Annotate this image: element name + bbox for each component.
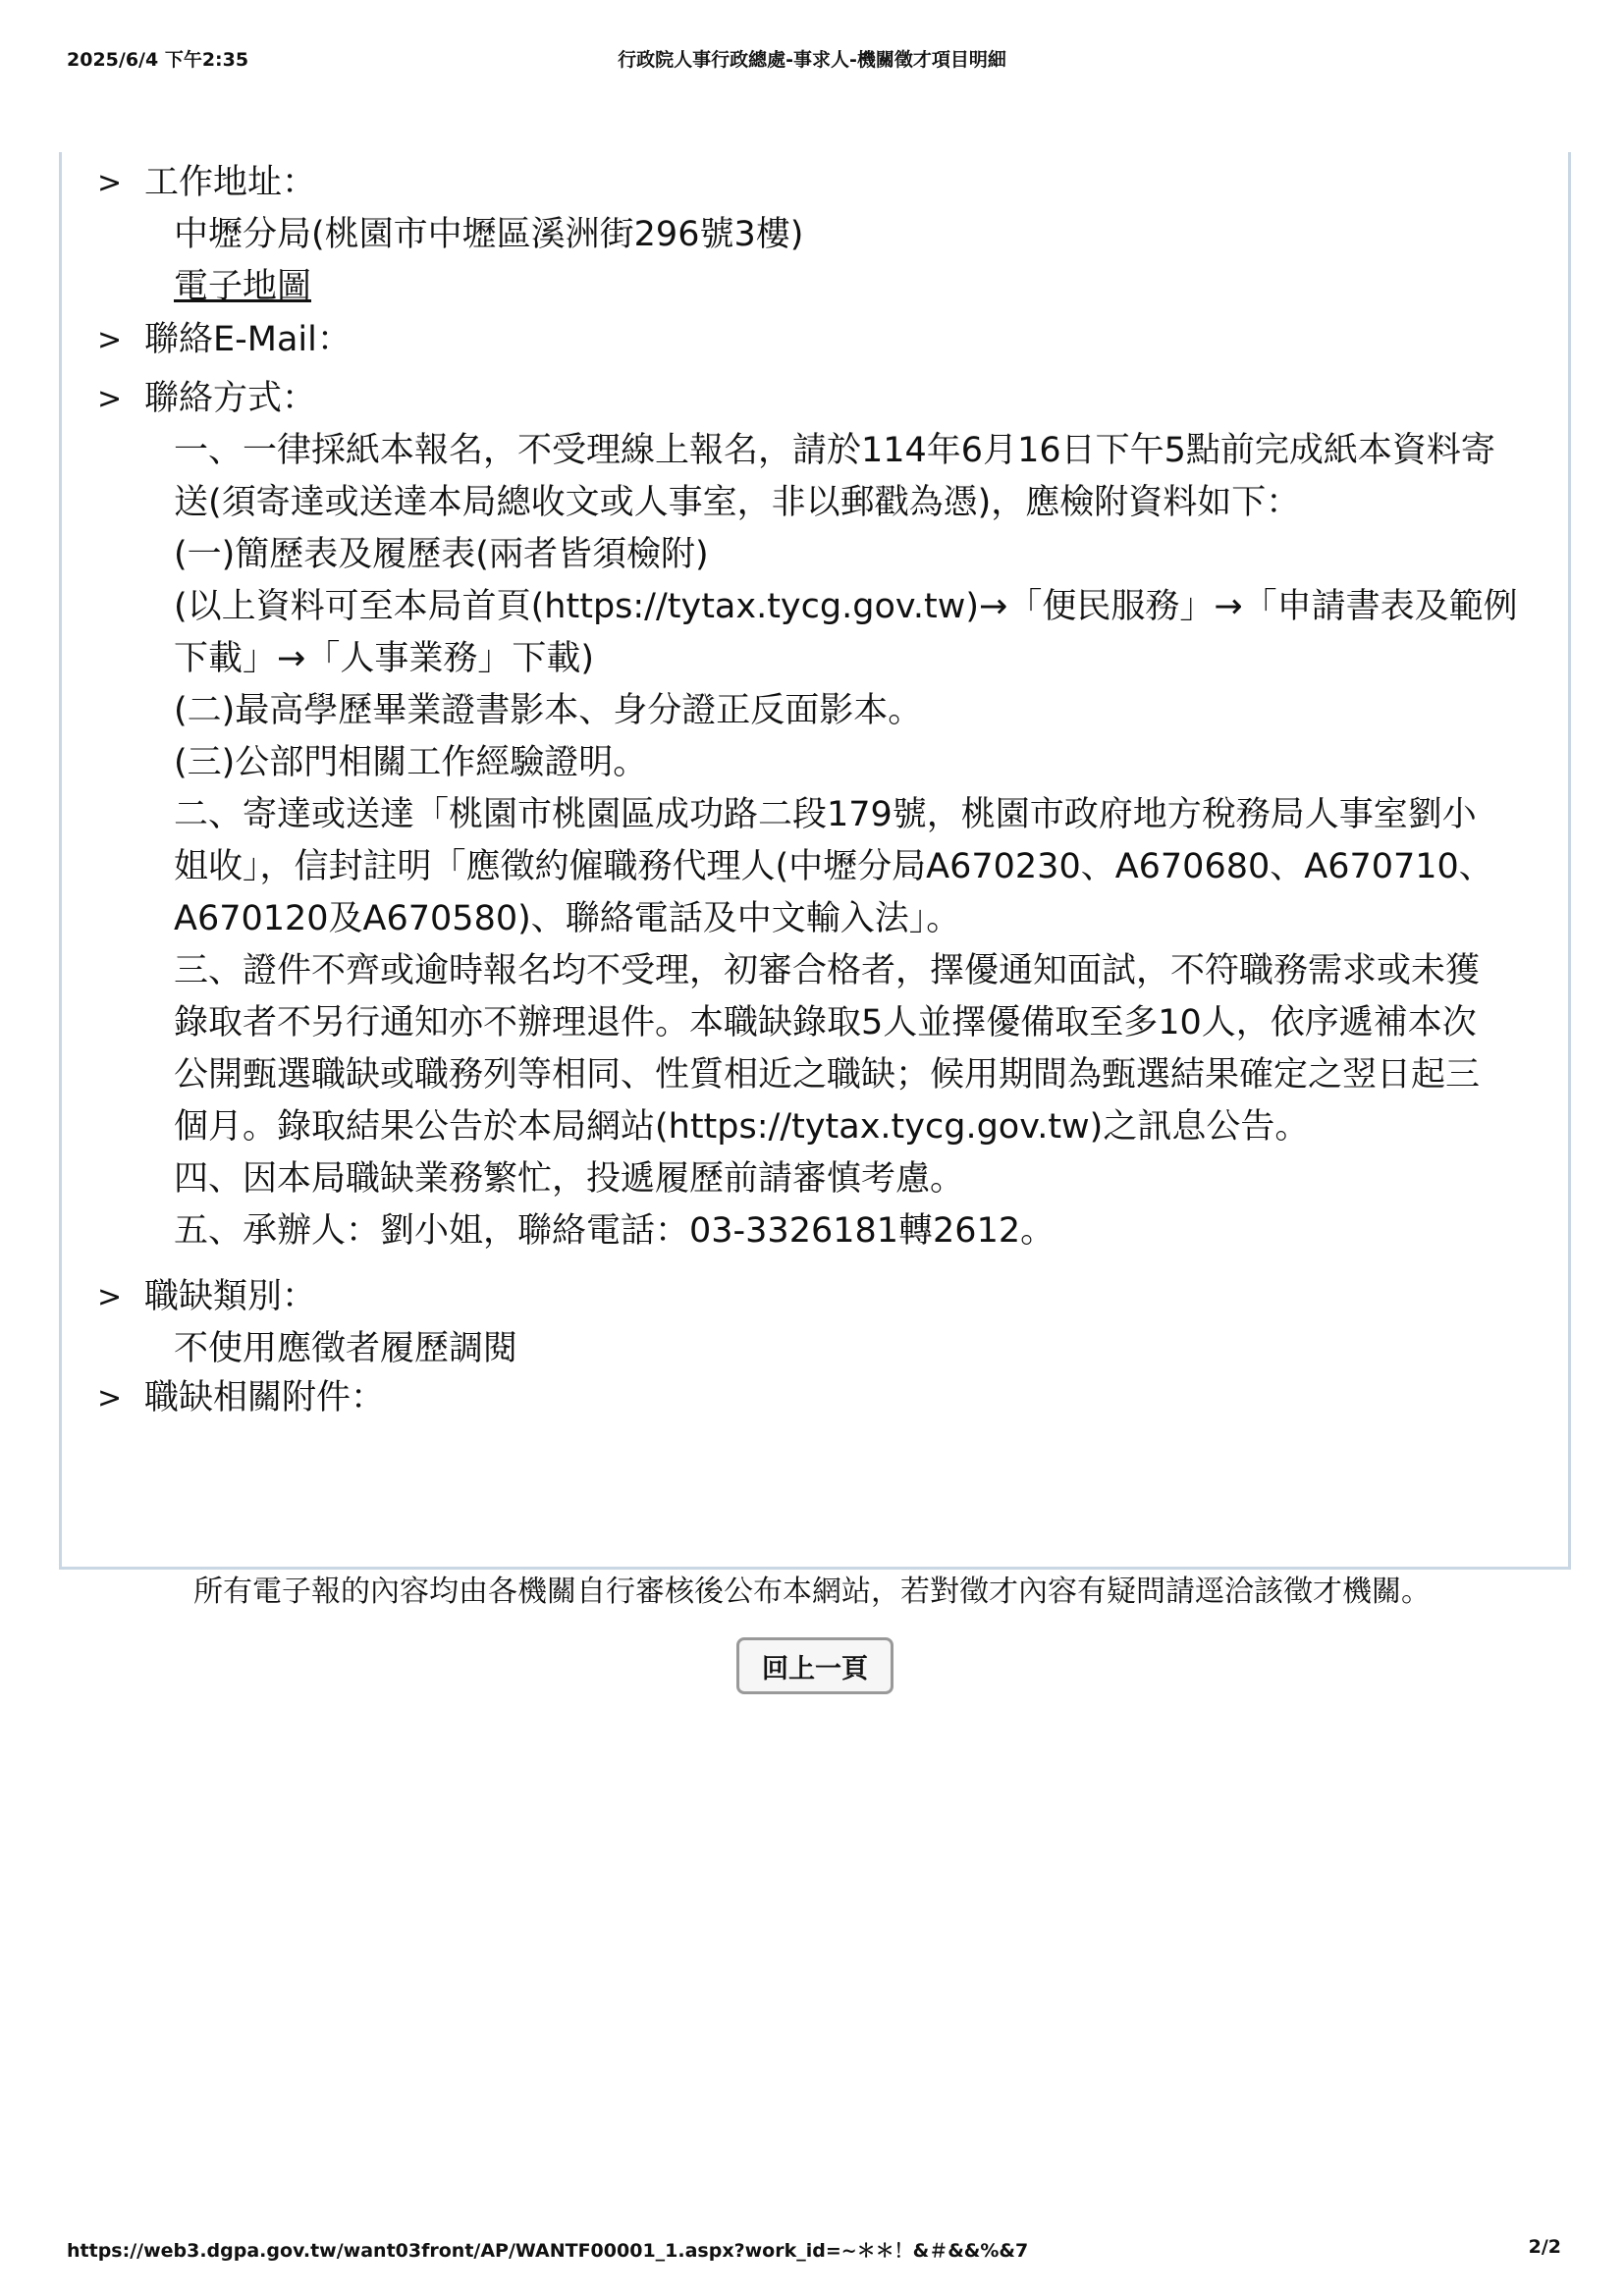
contact-line: 送(須寄達或送達本局總收文或人事室，非以郵戳為憑)，應檢附資料如下： — [174, 483, 1301, 522]
disclaimer-text: 所有電子報的內容均由各機關自行審核後公布本網站，若對徵才內容有疑問請逕洽該徵才機關。 — [193, 1575, 1431, 1609]
job-category-label: 職缺類別： — [144, 1277, 317, 1316]
page-number: 2/2 — [1528, 2236, 1561, 2258]
contact-line: 個月。錄取結果公告於本局網站(https://tytax.tycg.gov.tw)之訊息公告。 — [174, 1107, 1310, 1147]
contact-line: 五、承辦人：劉小姐，聯絡電話：03-3326181轉2612。 — [174, 1211, 1056, 1251]
contact-line: 三、證件不齊或逾時報名均不受理，初審合格者，擇優通知面試，不符職務需求或未獲 — [174, 951, 1481, 990]
contact-line: 下載」→「人事業務」下載) — [174, 639, 594, 678]
job-category-value: 不使用應徵者履歷調閱 — [174, 1329, 518, 1368]
print-datetime: 2025/6/4 下午2:35 — [67, 49, 249, 71]
chevron-right-icon: > — [97, 1280, 123, 1314]
chevron-right-icon: > — [97, 1381, 123, 1415]
contact-method-label: 聯絡方式： — [144, 379, 317, 418]
chevron-right-icon: > — [97, 382, 123, 416]
job-attachments-field — [97, 1372, 1541, 1424]
electronic-map-link[interactable]: 電子地圖 — [174, 267, 312, 306]
contact-line: A670120及A670580)、聯絡電話及中文輸入法」。 — [174, 899, 961, 938]
job-attachments-label: 職缺相關附件： — [144, 1378, 386, 1417]
contact-line: (三)公部門相關工作經驗證明。 — [174, 743, 648, 782]
contact-email-field — [97, 314, 1541, 366]
job-detail-panel — [59, 152, 1571, 1570]
contact-method-field — [97, 373, 1541, 1257]
contact-method-text — [174, 425, 1541, 1257]
chevron-right-icon: > — [97, 323, 123, 357]
chevron-right-icon: > — [97, 166, 123, 200]
print-header — [0, 45, 1624, 75]
print-page-title: 行政院人事行政總處-事求人-機關徵才項目明細 — [618, 49, 1006, 71]
print-footer — [0, 2236, 1624, 2266]
contact-email-label: 聯絡E-Mail： — [144, 320, 352, 359]
contact-line: 公開甄選職缺或職務列等相同、性質相近之職缺；候用期間為甄選結果確定之翌日起三 — [174, 1055, 1481, 1095]
work-address-label: 工作地址： — [144, 163, 317, 202]
work-address-field — [97, 157, 1541, 313]
contact-line: 二、寄達或送達「桃園市桃園區成功路二段179號，桃園市政府地方稅務局人事室劉小 — [174, 795, 1477, 834]
back-button[interactable]: 回上一頁 — [736, 1637, 893, 1694]
work-address-value: 中壢分局(桃園市中壢區溪洲街296號3樓) — [174, 215, 804, 254]
print-url: https://web3.dgpa.gov.tw/want03front/AP/WANTF00001_1.aspx?work_id=~＊＊！&＃&&%&7 — [67, 2240, 1029, 2262]
contact-line: (以上資料可至本局首頁(https://tytax.tycg.gov.tw)→「便民服務」→「申請書表及範例 — [174, 587, 1518, 626]
job-category-field — [97, 1271, 1541, 1375]
contact-line: 一、一律採紙本報名，不受理線上報名，請於114年6月16日下午5點前完成紙本資料寄 — [174, 431, 1495, 470]
contact-line: 錄取者不另行通知亦不辦理退件。本職缺錄取5人並擇優備取至多10人，依序遞補本次 — [174, 1003, 1477, 1042]
contact-line: (二)最高學歷畢業證書影本、身分證正反面影本。 — [174, 691, 923, 730]
contact-line: 姐收」，信封註明「應徵約僱職務代理人(中壢分局A670230、A670680、A670710、 — [174, 847, 1493, 886]
contact-line: 四、因本局職缺業務繁忙，投遞履歷前請審慎考慮。 — [174, 1159, 965, 1199]
contact-line: (一)簡歷表及履歷表(兩者皆須檢附) — [174, 535, 709, 574]
